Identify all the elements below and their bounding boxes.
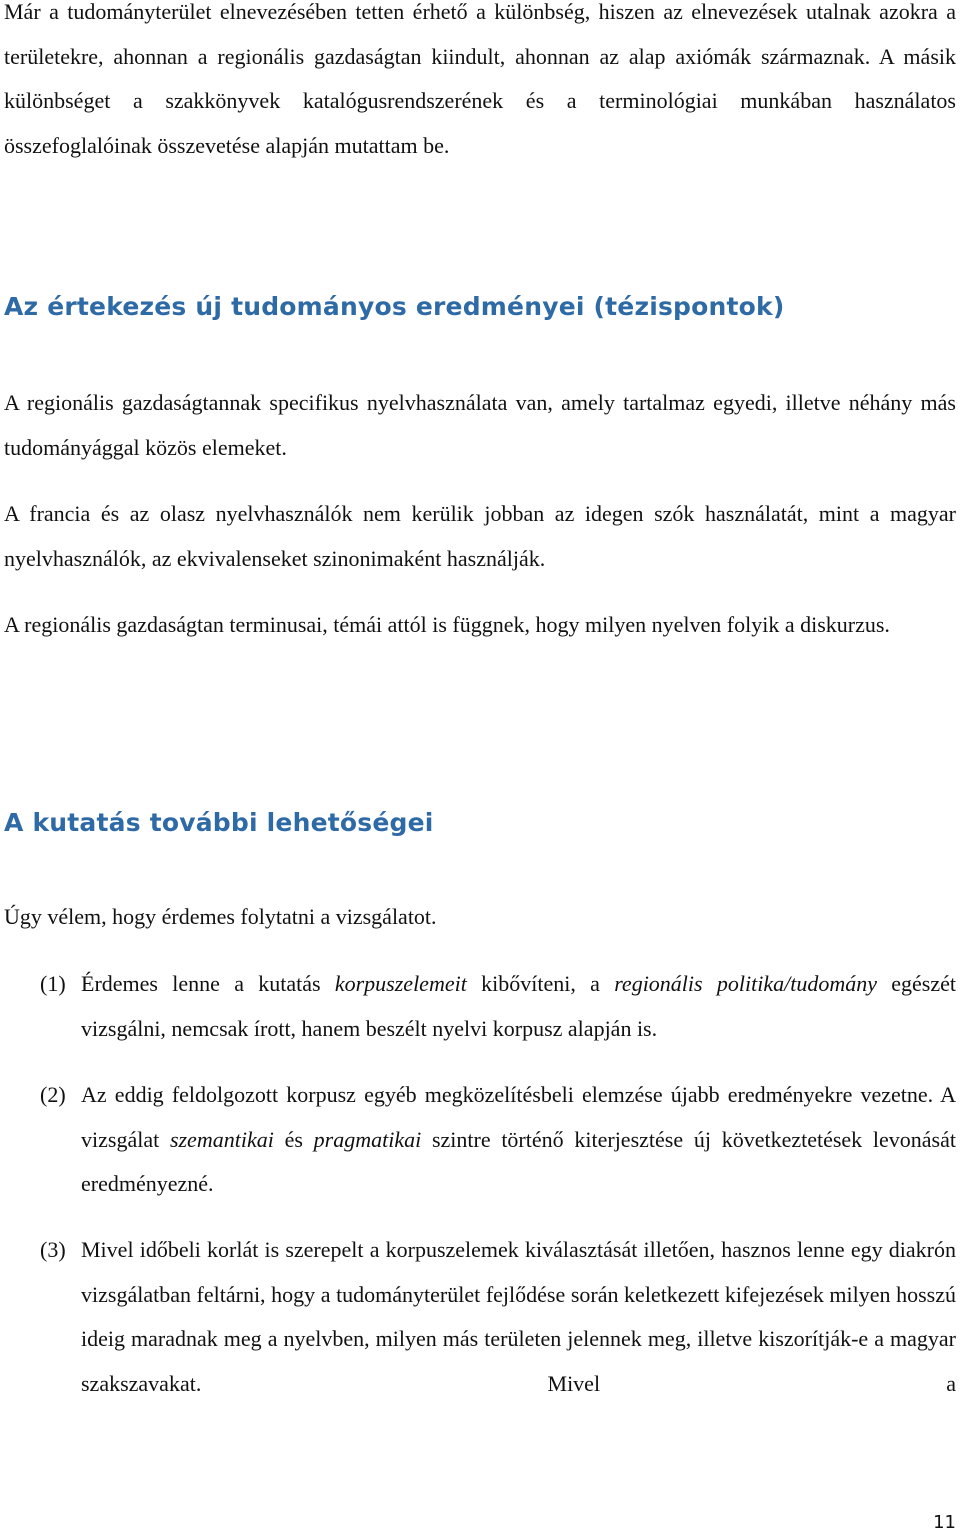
further-research-intro: Úgy vélem, hogy érdemes folytatni a vizsgálatot. <box>4 904 437 929</box>
list-number: (2) <box>40 1082 66 1107</box>
list-item-text: Az eddig feldolgozott korpusz egyéb megközelítésbeli elemzése újabb eredményekre vezetne. A vizsgálat szemantikai és pragmatikai szintre történő kiterjesztése új következtetések levonását eredményezné. <box>81 1082 956 1196</box>
list-number: (3) <box>40 1237 66 1262</box>
page-number: 11 <box>933 1512 956 1533</box>
section-heading-further-research: A kutatás további lehetőségei <box>4 808 434 837</box>
list-item-text: Mivel időbeli korlát is szerepelt a korpuszelemek kiválasztását illetően, hasznos lenne egy diakrón vizsgálatban feltárni, hogy a tudományterület fejlődése során keletkezett kifejezések milyen hosszú ideig maradnak meg a nyelvben, milyen más területen jelennek meg, illetve kiszorítják-e a magyar szakszavakat. Mivel a <box>81 1237 956 1396</box>
results-paragraph-3: A regionális gazdaságtan terminusai, témái attól is függnek, hogy milyen nyelven folyik a diskurzus. <box>4 612 890 637</box>
section-heading-results: Az értekezés új tudományos eredményei (tézispontok) <box>4 292 785 321</box>
results-paragraph-1: A regionális gazdaságtannak specifikus nyelvhasználata van, amely tartalmaz egyedi, illetve néhány más tudományággal közös elemeket. <box>4 390 956 460</box>
list-item-text: Érdemes lenne a kutatás korpuszelemeit kibővíteni, a regionális politika/tudomány egészét vizsgálni, nemcsak írott, hanem beszélt nyelvi korpusz alapján is. <box>81 971 957 1041</box>
results-paragraph-2: A francia és az olasz nyelvhasználók nem kerülik jobban az idegen szók használatát, mint a magyar nyelvhasználók, az ekvivalenseket szinonimaként használják. <box>4 501 956 571</box>
intro-paragraph: Már a tudományterület elnevezésében tetten érhető a különbség, hiszen az elnevezések utalnak azokra a területekre, ahonnan a regionális gazdaságtan kiindult, ahonnan az alap axiómák származnak. A másik különbséget a szakkönyvek katalógusrendszerének és a terminológiai munkában használatos összefoglalóinak összevetése alapján mutattam be. <box>4 0 956 158</box>
list-number: (1) <box>40 971 66 996</box>
